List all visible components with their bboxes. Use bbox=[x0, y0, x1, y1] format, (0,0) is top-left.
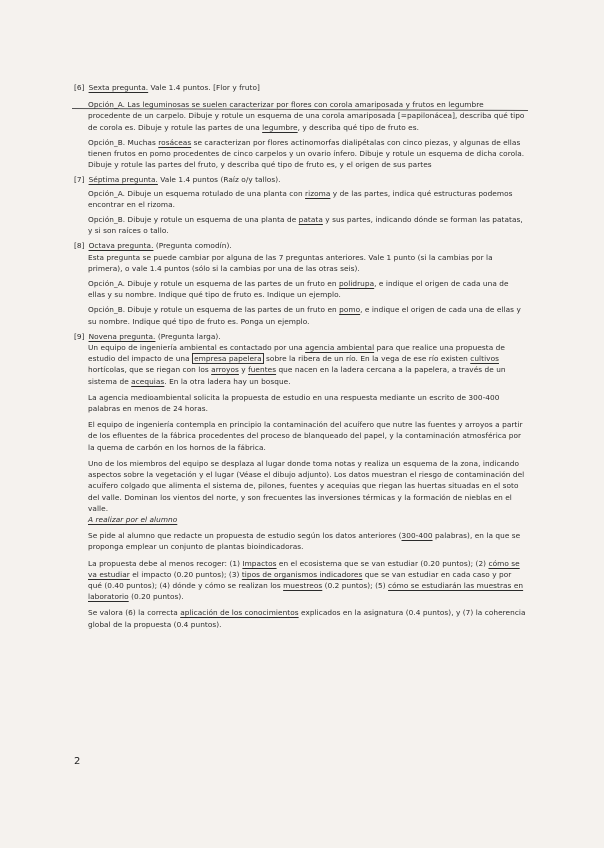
q6-opt-b-underlined: rosáceas bbox=[158, 137, 192, 147]
question-9-paragraph-6 bbox=[88, 558, 526, 603]
q9-p6-text-a: La propuesta debe al menos recoger: (1) bbox=[88, 558, 243, 568]
question-7 bbox=[74, 174, 526, 236]
q9-p7-aplicacion: aplicación de los conocimientos bbox=[180, 608, 299, 618]
q9-p6-como-estudiar: cómo se va estudiar bbox=[88, 558, 520, 579]
q8-opt-b-text-1: Opción_B. Dibuje y rotule un esquema de las partes de un fruto en bbox=[88, 305, 340, 315]
q9-p1-text-d: hortícolas, que se riegan con los bbox=[88, 365, 212, 375]
q6-opt-b-text-1: Opción_B. Muchas bbox=[88, 137, 159, 147]
question-7-title: Séptima pregunta. bbox=[88, 175, 158, 185]
q9-p6-laboratorio: cómo se estudiarán las muestras en laboratorio bbox=[88, 580, 524, 602]
q6-opt-a-text-2: , y describa qué tipo de fruto es. bbox=[297, 122, 420, 132]
question-8-header bbox=[74, 240, 526, 251]
q7-opt-a-text-1: Opción_A. Dibuje un esquema rotulado de una planta con bbox=[88, 188, 306, 198]
question-7-header bbox=[74, 174, 526, 185]
question-6-header bbox=[74, 82, 526, 93]
question-9-paragraph-7 bbox=[88, 607, 526, 629]
q9-p1-text-e: y bbox=[238, 365, 249, 375]
q9-p1-fuentes: fuentes bbox=[248, 365, 277, 375]
question-7-info: Vale 1.4 puntos (Raíz o/y tallos). bbox=[160, 175, 281, 185]
q9-p1-cultivos: cultivos bbox=[470, 354, 499, 364]
question-7-option-b bbox=[88, 214, 526, 236]
question-6-info: Vale 1.4 puntos. [Flor y fruto] bbox=[150, 83, 260, 92]
q9-p1-boxed-company: empresa papelera bbox=[194, 354, 262, 364]
q6-opt-b-text-2: se caracterizan por flores actinomorfas dialipétalas con cinco piezas, y algunas de ellas tienen frutos en pomo procedentes de cinco carpelos y un ovario ínfero. Dibuje y rotule un esquema de dicha corola. Dibuje y rotule las partes del fruto, y describa qué tipo de fruto es, y el origen de sus partes bbox=[88, 137, 525, 170]
question-9-paragraph-5 bbox=[88, 530, 526, 552]
q8-opt-a-underlined: polidrupa bbox=[338, 279, 375, 289]
exam-content bbox=[74, 82, 526, 635]
q8-opt-a-text-1: Opción_A. Dibuje y rotule un esquema de las partes de un fruto en bbox=[88, 279, 339, 289]
question-9-paragraph-3: El equipo de ingeniería contempla en principio la contaminación del acuífero que nutre las fuentes y arroyos a partir de los efluentes de la fábrica procedentes del proceso de blanqueado del papel, y la contaminación atmosférica por la quema de carbón en los hornos de la fábrica. bbox=[88, 420, 523, 452]
q9-p1-text-b: para que realice una propuesta de estudio del impacto de una bbox=[88, 343, 505, 364]
q9-p1-text-a: Un equipo de ingeniería ambiental es contactado por una bbox=[88, 343, 306, 353]
q9-p5-word-count: 300-400 bbox=[401, 531, 433, 541]
q9-p1-text-c: sobre la ribera de un río. En la vega de ese río existen bbox=[263, 354, 471, 364]
q9-p6-impactos: Impactos bbox=[242, 558, 277, 568]
q7-opt-a-text-2: y de las partes, indica qué estructuras podemos encontrar en el rizoma. bbox=[88, 188, 513, 209]
question-9-paragraph-1 bbox=[88, 342, 526, 387]
q8-opt-b-underlined: pomo bbox=[339, 305, 361, 315]
question-9-heading bbox=[88, 514, 526, 525]
q7-opt-b-text-2: y sus partes, indicando dónde se forman las patatas, y si son raíces o tallo. bbox=[88, 215, 523, 236]
q9-p6-text-c: el impacto (0.20 puntos); (3) bbox=[129, 569, 242, 579]
q9-p6-text-b: en el ecosistema que se van estudiar (0.20 puntos); (2) bbox=[276, 558, 489, 568]
q9-p1-text-f: que nacen en la ladera cercana a la papelera, a través de un sistema de bbox=[88, 365, 506, 386]
q9-p6-tipos-organismos: tipos de organismos indicadores bbox=[241, 569, 363, 579]
q8-opt-b-text-2: , e indique el origen de cada una de ellas y su nombre. Indique qué tipo de fruto es. Ponga un ejemplo. bbox=[88, 305, 521, 326]
question-6-title: Sexta pregunta. bbox=[88, 83, 149, 92]
question-8-option-b bbox=[88, 304, 526, 326]
question-7-number: [7] bbox=[74, 175, 85, 185]
q9-p7-text-a: Se valora (6) la correcta bbox=[88, 608, 181, 618]
q9-p1-text-g: . En la otra ladera hay un bosque. bbox=[164, 376, 291, 386]
q9-heading-text: A realizar por el alumno bbox=[88, 514, 178, 524]
question-9-paragraph-2: La agencia medioambiental solicita la propuesta de estudio en una respuesta mediante un escrito de 300-400 palabras en menos de 24 horas. bbox=[88, 392, 500, 414]
q7-opt-b-underlined: patata bbox=[298, 215, 323, 225]
question-8 bbox=[74, 240, 526, 326]
q6-opt-a-text-1: Opción_A. Las leguminosas se suelen caracterizar por flores con corola amariposada y frutos en legumbre procedente de un carpelo. Dibuje y rotule un esquema de una corola amariposada [=papilonácea], describa qué tipo de corola es. Dibuje y rotule las partes de una bbox=[88, 100, 525, 132]
q9-p6-text-f: (0.20 puntos). bbox=[128, 592, 184, 602]
q9-p1-arroyos: arroyos bbox=[211, 365, 239, 375]
question-8-number: [8] bbox=[74, 241, 85, 251]
question-6-option-b bbox=[88, 137, 526, 171]
question-9-info: (Pregunta larga). bbox=[157, 331, 221, 341]
q9-p6-text-d: que se van estudiar en cada caso y por qué (0.40 puntos); (4) dónde y cómo se realizan los bbox=[88, 569, 512, 590]
q7-opt-a-underlined: rizoma bbox=[305, 188, 331, 198]
question-8-title: Octava pregunta. bbox=[88, 241, 154, 251]
question-6-option-a bbox=[88, 99, 526, 133]
page-number: 2 bbox=[74, 756, 81, 767]
q9-p1-agency: agencia ambiental bbox=[305, 343, 375, 353]
question-9-number: [9] bbox=[74, 331, 85, 341]
question-8-intro: Esta pregunta se puede cambiar por alguna de las 7 preguntas anteriores. Vale 1 punto (si la cambias por la primera), o vale 1.4 puntos (sólo si la cambias por una de las otras seis). bbox=[88, 252, 493, 273]
question-9-header bbox=[74, 331, 526, 342]
question-6 bbox=[74, 82, 526, 170]
q9-p5-text-a: Se pide al alumno que redacte un propuesta de estudio según los datos anteriores ( bbox=[88, 531, 402, 541]
question-9-paragraph-4: Uno de los miembros del equipo se desplaza al lugar donde toma notas y realiza un esquema de la zona, indicando aspectos sobre la vegetación y el lugar (Véase el dibujo adjunto). Los datos muestran el riesgo de contaminación del acuífero colgado que alimenta el sistema de, pilones, fuentes y acequias que riegan las huertas situadas en el soto del valle. Dominan los vientos del norte, y son frecuentes las inversiones térmicas y la formación de nieblas en el valle. bbox=[88, 458, 525, 513]
q6-opt-a-underlined: legumbre bbox=[262, 122, 298, 132]
q7-opt-b-text-1: Opción_B. Dibuje y rotule un esquema de una planta de bbox=[88, 215, 299, 225]
question-8-info: (Pregunta comodín). bbox=[155, 241, 232, 251]
q9-p6-text-e: (0.2 puntos); (5) bbox=[322, 580, 389, 590]
question-9 bbox=[74, 331, 526, 630]
question-9-title: Novena pregunta. bbox=[88, 331, 156, 341]
q9-p7-text-b: explicados en la asignatura (0.4 puntos), y (7) la coherencia global de la propuesta (0.4 puntos). bbox=[88, 608, 526, 629]
question-6-number: [6] bbox=[74, 83, 85, 92]
q8-opt-a-text-2: , e indique el origen de cada una de ellas y su nombre. Indique qué tipo de fruto es. Indique un ejemplo. bbox=[88, 279, 509, 300]
q9-p6-muestreos: muestreos bbox=[283, 580, 323, 590]
q9-p1-acequias: acequias bbox=[131, 376, 165, 386]
q9-p5-text-b: palabras), en la que se proponga emplear un conjunto de plantas bioindicadoras. bbox=[88, 531, 521, 552]
question-8-option-a bbox=[88, 278, 526, 300]
question-7-option-a bbox=[88, 188, 526, 210]
